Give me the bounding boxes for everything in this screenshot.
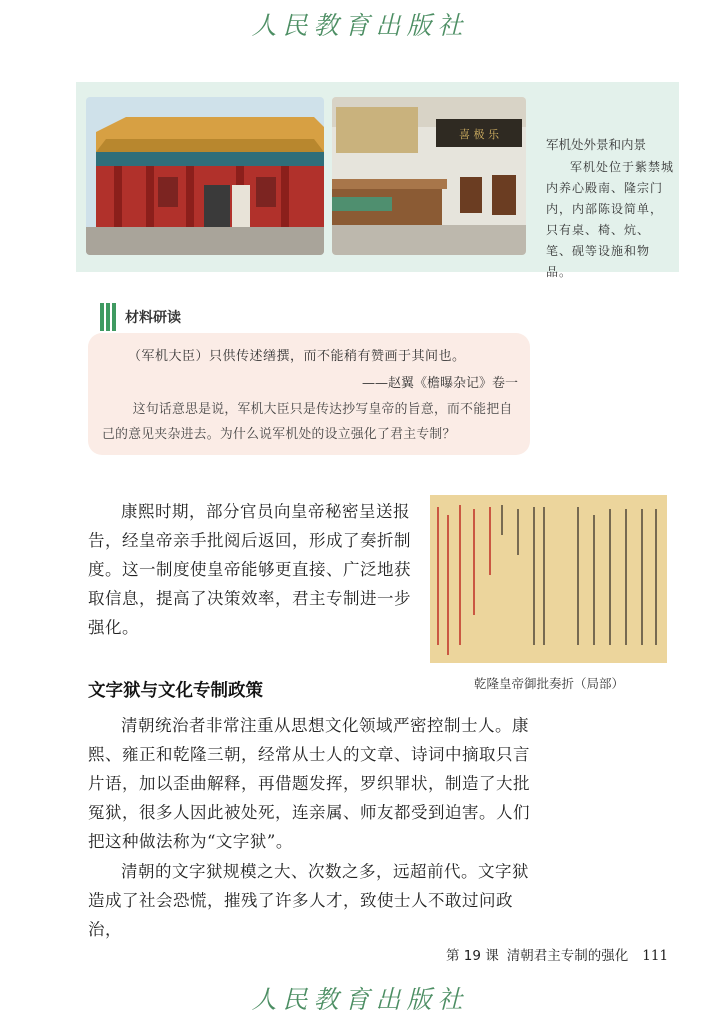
material-source: ——赵翼《檐曝杂记》卷一	[361, 376, 518, 391]
publisher-logo-top: 人民教育出版社	[251, 11, 469, 40]
interior-plaque: 喜 极 乐	[459, 128, 499, 141]
material-reading-heading	[100, 302, 181, 332]
paragraph-memorial-system: 康熙时期，部分官员向皇帝秘密呈送报告，经皇帝亲手批阅后返回，形成了奏折制度。这一制度使皇帝能够更直接、广泛地获取信息，提高了决策效率，君主专制进一步强化。	[88, 502, 411, 637]
material-quote: （军机大臣）只供传述缮撰，而不能稍有赞画于其间也。	[128, 349, 466, 364]
book-spine-icon	[100, 303, 116, 331]
paragraph-scale: 清朝的文字狱规模之大、次数之多，远超前代。文字狱造成了社会恐慌，摧残了许多人才，致使士人不敢过问政治，	[88, 862, 529, 939]
publisher-logo-bottom: 人民教育出版社	[251, 985, 469, 1014]
qianlong-memorial-image	[430, 495, 667, 663]
page-number: 111	[642, 948, 669, 964]
memorial-caption: 乾隆皇帝御批奏折（局部）	[474, 676, 625, 691]
photo-caption	[546, 134, 674, 283]
material-reading-title: 材料研读	[125, 310, 181, 326]
section-title: 文字狱与文化专制政策	[88, 681, 263, 701]
footer-lesson: 第 19 课	[446, 948, 499, 964]
grand-council-exterior-photo	[86, 97, 324, 255]
grand-council-interior-photo	[332, 97, 526, 255]
photo-panel	[76, 82, 679, 279]
material-explanation: 这句话意思是说，军机大臣只是传达抄写皇帝的旨意，而不能把自己的意见夹杂进去。为什么说军机处的设立强化了君主专制？	[102, 402, 513, 442]
photo-caption-body: 军机处位于紫禁城内养心殿南、隆宗门内，内部陈设简单，只有桌、椅、炕、笔、砚等设施和物品。	[546, 160, 675, 279]
material-reading-box	[88, 333, 530, 455]
paragraph-literary-inquisition: 清朝统治者非常注重从思想文化领域严密控制士人。康熙、雍正和乾隆三朝，经常从士人的文章、诗词中摘取只言片语，加以歪曲解释，再借题发挥，罗织罪状，制造了大批冤狱，很多人因此被处死，连亲属、师友都受到迫害。人们把这种做法称为“文字狱”。	[88, 716, 530, 851]
page-footer	[446, 944, 668, 964]
footer-title: 清朝君主专制的强化	[506, 948, 629, 964]
photo-caption-title: 军机处外景和内景	[546, 137, 647, 152]
